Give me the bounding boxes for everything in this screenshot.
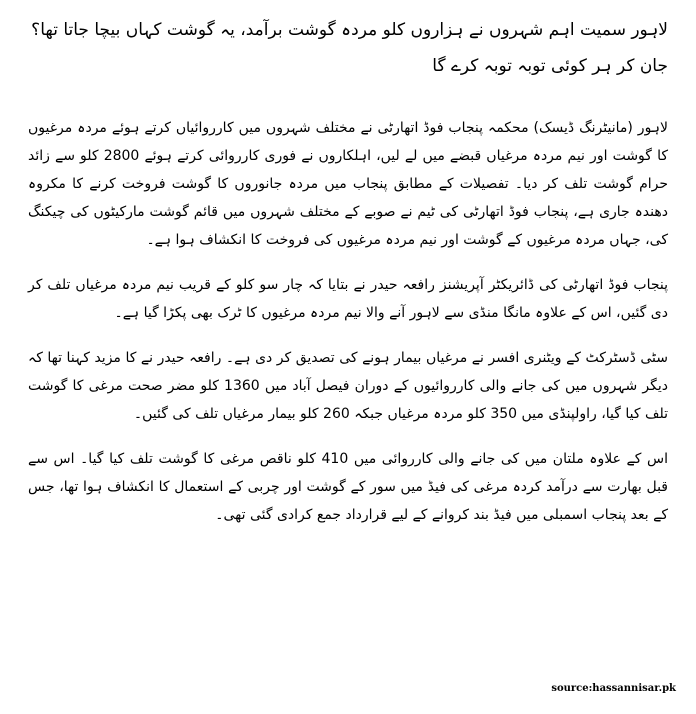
article-headline: لاہور سمیت اہم شہروں نے ہزاروں کلو مردہ گوشت برآمد، یہ گوشت کہاں بیچا جاتا تھا؟ جان کر ہر کوئی توبہ توبہ کرے گا — [31, 20, 668, 76]
article-paragraph-director-statement: پنجاب فوڈ اتھارٹی کی ڈائریکٹر آپریشنز رافعہ حیدر نے بتایا کہ چار سو کلو کے قریب نیم مردہ مرغیاں تلف کر دی گئیں، اس کے علاوہ مانگا منڈی سے لاہور آنے والا نیم مردہ مرغیوں کا ٹرک بھی پکڑا گیا ہے۔ — [28, 277, 668, 321]
article-paragraph-intro: لاہور (مانیٹرنگ ڈیسک) محکمہ پنجاب فوڈ اتھارٹی نے مختلف شہروں میں کارروائیاں کرتے ہوئے مردہ مرغیوں کا گوشت اور نیم مردہ مرغیاں قبضے میں لے لیں، اہلکاروں نے فوری کارروائی کرتے ہوئے 2800 کلو سے زائد حرام گوشت تلف کر دیا۔ تفصیلات کے مطابق پنجاب میں مردہ جانوروں کا گوشت فروخت کرنے کا مکروہ دھندہ جاری ہے، پنجاب فوڈ اتھارٹی کی ٹیم نے صوبے کے مختلف شہروں میں قائم گوشت مارکیٹوں کی چیکنگ کی، جہاں مردہ مرغیوں کے گوشت اور نیم مردہ مرغیوں کی فروخت کا انکشاف ہوا ہے۔ — [28, 120, 668, 248]
source-credit: source:hassannisar.pk — [551, 683, 676, 694]
article-paragraph-multan: اس کے علاوہ ملتان میں کی جانے والی کارروائی میں 410 کلو ناقص مرغی کا گوشت تلف کیا گیا۔ اس سے قبل بھارت سے درآمد کردہ مرغی کی فیڈ میں سور کے گوشت اور چربی کے استعمال کا انکشاف ہوا تھا، جس کے بعد پنجاب اسمبلی میں فیڈ بند کروانے کے لیے قرارداد جمع کرادی گئی تھی۔ — [28, 451, 669, 523]
news-article — [28, 12, 668, 546]
article-paragraph-other-cities: سٹی ڈسٹرکٹ کے ویٹنری افسر نے مرغیاں بیمار ہونے کی تصدیق کر دی ہے۔ رافعہ حیدر نے کا مزید کہنا تھا کہ دیگر شہروں میں کی جانے والی کارروائیوں کے دوران فیصل آباد میں 1360 کلو مضر صحت مرغی کا گوشت تلف کیا گیا، راولپنڈی میں 350 کلو مردہ مرغیاں جبکہ 260 کلو بیمار مرغیاں تلف کی گئیں۔ — [28, 350, 668, 422]
